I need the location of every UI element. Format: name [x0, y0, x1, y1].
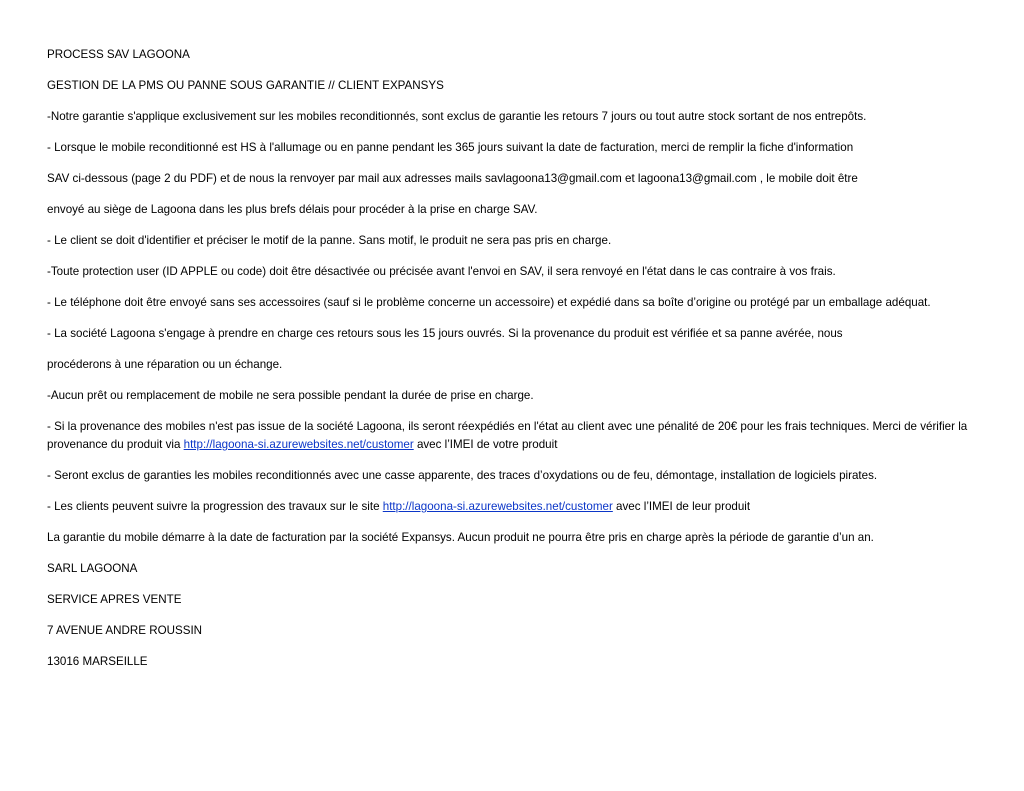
paragraph-provenance: [47, 418, 977, 454]
paragraph-procedure-line-2: SAV ci-dessous (page 2 du PDF) et de nous la renvoyer par mail aux adresses mails savlagoona13@gmail.com et lagoona13@gmail.com , le mobile doit être: [47, 172, 858, 185]
provenance-customer-link[interactable]: http://lagoona-si.azurewebsites.net/customer: [183, 438, 414, 451]
paragraph-procedure-line-1: - Lorsque le mobile reconditionné est HS à l'allumage ou en panne pendant les 365 jours suivant la date de facturation, merci de remplir la fiche d'information: [47, 141, 854, 154]
provenance-text: - Si la provenance des mobiles n'est pas issue de la société Lagoona, ils seront réexpédiés en l'état au client avec une pénalité de 20€ pour les frais techniques. Merci de vérifier la provenance du produit via: [47, 420, 968, 451]
document-page: [47, 46, 977, 684]
address-city: 13016 MARSEILLE: [47, 655, 148, 668]
tracking-text-end: avec l’IMEI de leur produit: [612, 500, 751, 513]
tracking-customer-link[interactable]: http://lagoona-si.azurewebsites.net/customer: [382, 500, 613, 513]
document-subtitle: GESTION DE LA PMS OU PANNE SOUS GARANTIE // CLIENT EXPANSYS: [47, 79, 444, 92]
document-title: PROCESS SAV LAGOONA: [47, 48, 190, 61]
provenance-text-end: avec l’IMEI de votre produit: [413, 438, 558, 451]
paragraph-user-protection: -Toute protection user (ID APPLE ou code) doit être désactivée ou précisée avant l'envoi en SAV, il sera renvoyé en l'état dans le cas contraire à vos frais.: [47, 265, 836, 278]
paragraph-procedure-line-3: envoyé au siège de Lagoona dans les plus brefs délais pour procéder à la prise en charge SAV.: [47, 203, 538, 216]
paragraph-warranty-scope: -Notre garantie s'applique exclusivement sur les mobiles reconditionnés, sont exclus de garantie les retours 7 jours ou tout autre stock sortant de nos entrepôts.: [47, 110, 867, 123]
address-department: SERVICE APRES VENTE: [47, 593, 182, 606]
paragraph-no-loan: -Aucun prêt ou remplacement de mobile ne sera possible pendant la durée de prise en charge.: [47, 389, 534, 402]
address-street: 7 AVENUE ANDRE ROUSSIN: [47, 624, 203, 637]
paragraph-commitment-line-1: - La société Lagoona s'engage à prendre en charge ces retours sous les 15 jours ouvrés. Si la provenance du produit est vérifiée et sa panne avérée, nous: [47, 327, 843, 340]
address-company: SARL LAGOONA: [47, 562, 138, 575]
paragraph-accessories: - Le téléphone doit être envoyé sans ses accessoires (sauf si le problème concerne un accessoire) et expédié dans sa boîte d’origine ou protégé par un emballage adéquat.: [47, 296, 931, 309]
paragraph-warranty-start: La garantie du mobile démarre à la date de facturation par la société Expansys. Aucun produit ne pourra être pris en charge après la période de garantie d’un an.: [47, 531, 874, 544]
paragraph-fault-reason: - Le client se doit d'identifier et préciser le motif de la panne. Sans motif, le produit ne sera pas pris en charge.: [47, 234, 612, 247]
paragraph-commitment-line-2: procéderons à une réparation ou un échange.: [47, 358, 283, 371]
paragraph-tracking: [47, 498, 977, 516]
paragraph-exclusions: - Seront exclus de garanties les mobiles reconditionnés avec une casse apparente, des traces d’oxydations ou de feu, démontage, installation de logiciels pirates.: [47, 469, 878, 482]
tracking-text: - Les clients peuvent suivre la progression des travaux sur le site: [47, 500, 383, 513]
